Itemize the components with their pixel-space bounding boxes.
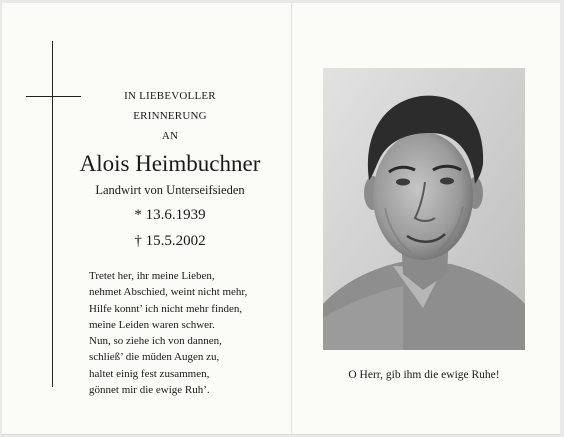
poem-line: Tretet her, ihr meine Lieben, <box>89 270 215 282</box>
intro-line-3: AN <box>161 130 179 142</box>
poem-line: Nun, so ziehe ich von dannen, <box>89 335 222 348</box>
poem-line: haltet einig fest zusammen, <box>89 367 210 380</box>
intro-line-2: ERINNERUNG <box>133 110 207 122</box>
cross-icon <box>52 41 53 387</box>
poem-line: gönnet mir die ewige Ruh’. <box>89 384 210 397</box>
portrait-image <box>323 68 525 350</box>
occupation: Landwirt von Unterseifsieden <box>95 183 245 197</box>
poem-line: schließ’ die müden Augen zu, <box>89 351 220 364</box>
card-fold <box>291 3 292 434</box>
poem <box>89 268 284 398</box>
deceased-name: Alois Heimbuchner <box>79 151 261 176</box>
poem-line: Hilfe konnt’ ich nicht mehr finden, <box>89 302 243 315</box>
birth-date: * 13.6.1939 <box>134 207 206 223</box>
intro-heading <box>70 86 270 146</box>
photo-caption: O Herr, gib ihm die ewige Ruhe! <box>348 369 500 381</box>
death-date: † 15.5.2002 <box>134 233 206 249</box>
poem-line: nehmet Abschied, weint nicht mehr, <box>89 286 248 299</box>
poem-line: meine Leiden waren schwer. <box>89 318 215 331</box>
intro-line-1: IN LIEBEVOLLER <box>124 90 216 102</box>
portrait-photo <box>323 68 525 350</box>
memorial-card <box>2 3 560 435</box>
